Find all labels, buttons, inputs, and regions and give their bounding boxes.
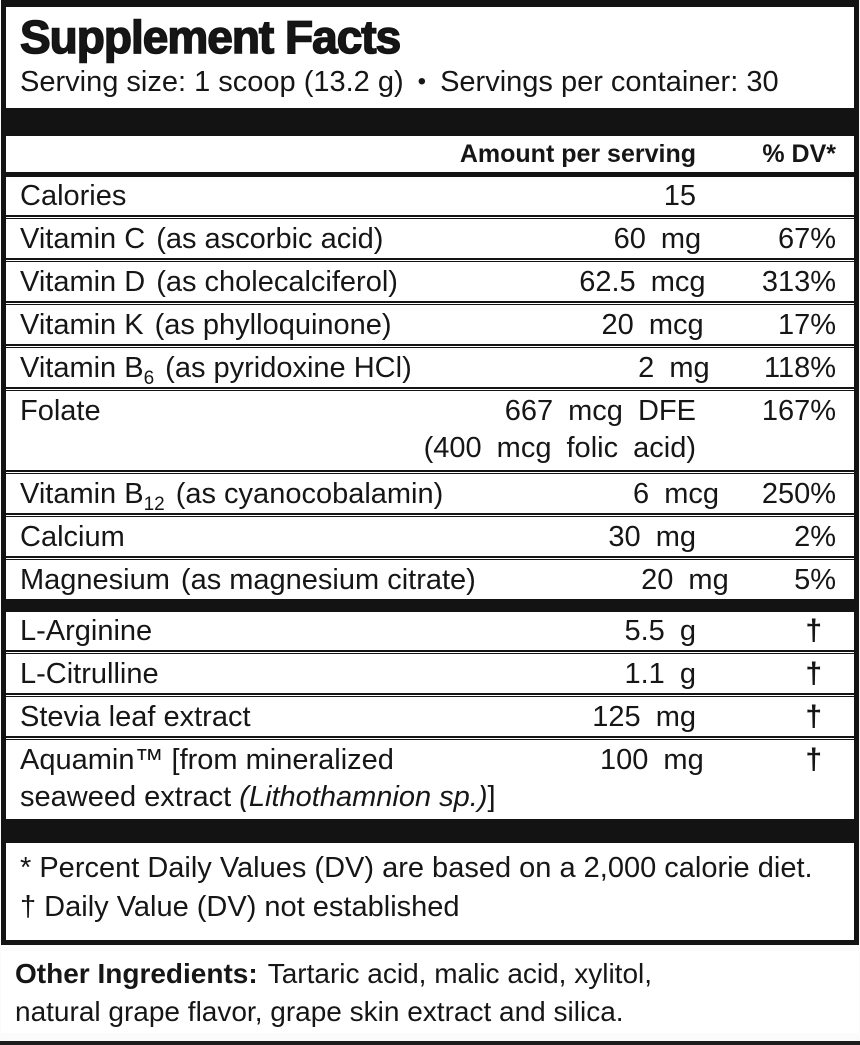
nutrient-name: L-Citrulline	[20, 658, 159, 690]
nutrient-row	[6, 475, 854, 513]
panel-title: Supplement Facts	[20, 11, 401, 63]
amount-cell: 60 mg	[613, 223, 702, 255]
nutrient-row	[6, 392, 854, 470]
amount-cell: 100 mg	[599, 744, 704, 776]
nutrient-row	[6, 306, 854, 344]
nutrient-name-cell	[20, 561, 476, 599]
nutrient-name: Vitamin B	[20, 352, 144, 384]
nutrient-row-line	[6, 612, 854, 650]
nutrient-name-cell	[20, 741, 394, 779]
nutrient-source: (as cholecalciferol)	[156, 266, 398, 298]
nutrient-row	[6, 220, 854, 258]
nutrient-name: Magnesium	[20, 564, 170, 596]
nutrient-name: Aquamin™ [from mineralized	[20, 744, 394, 776]
daily-value-cell: 2%	[794, 521, 836, 553]
nutrient-name-cell	[20, 349, 412, 387]
nutrient-source: (as pyridoxine HCl)	[165, 352, 412, 384]
nutrient-name-cell	[20, 655, 366, 693]
nutrient-row	[6, 741, 854, 819]
nutrient-name-cell	[20, 518, 366, 556]
nutrient-name: Vitamin B	[20, 478, 144, 510]
bottom-rule	[0, 1041, 860, 1045]
amount-cell: 2 mg	[638, 352, 710, 384]
nutrient-name-cell	[20, 612, 366, 650]
amount-second-line	[6, 430, 854, 470]
name-line2-text: seaweed extract	[20, 781, 240, 813]
nutrient-row	[6, 698, 854, 736]
amount-column-header: Amount per serving	[459, 140, 696, 168]
amount-cell: 5.5 g	[624, 615, 696, 647]
nutrient-name: Vitamin C	[20, 223, 146, 255]
nutrient-name: Calcium	[20, 521, 125, 553]
nutrient-rows	[6, 177, 854, 819]
daily-value-cell	[696, 177, 836, 215]
amount-cell: 667 mcg DFE	[504, 395, 696, 427]
amount-cell: 20 mg	[641, 564, 729, 596]
other-ingredients-line1: Tartaric acid, malic acid, xylitol,	[267, 958, 653, 989]
nutrient-name-cell	[20, 220, 383, 258]
spacer	[696, 430, 836, 470]
nutrient-row-line	[6, 177, 854, 215]
amount-cell: 62.5 mcg	[579, 266, 706, 298]
daily-value-cell: 67%	[777, 223, 836, 255]
daily-value-cell: †	[805, 657, 822, 690]
nutrient-row-line	[6, 475, 854, 513]
daily-value-cell: 250%	[761, 478, 836, 510]
daily-value-cell: 5%	[794, 564, 836, 596]
nutrient-source: (as ascorbic acid)	[156, 223, 384, 255]
nutrient-name-cell	[20, 392, 366, 430]
serving-info	[6, 63, 854, 108]
species-name-italic: (Lithothamnion sp.)	[239, 781, 488, 813]
amount-cell: 20 mcg	[601, 309, 704, 341]
nutrient-source: (as cyanocobalamin)	[175, 478, 444, 510]
section-divider-bar	[6, 599, 854, 612]
nutrient-row-line	[6, 561, 854, 599]
daily-value-cell: 313%	[761, 266, 836, 298]
nutrient-name-cell	[20, 698, 366, 736]
nutrient-row	[6, 612, 854, 650]
section-divider-bar-top	[6, 108, 854, 136]
nutrient-row	[6, 177, 854, 215]
nutrient-row-line	[6, 655, 854, 693]
nutrient-row-line	[6, 518, 854, 556]
nutrient-row-line	[6, 698, 854, 736]
nutrient-row-line	[6, 392, 854, 430]
nutrient-name: Stevia leaf extract	[20, 701, 251, 733]
amount-cell: 1.1 g	[624, 658, 696, 690]
nutrient-name: Vitamin K	[20, 309, 144, 341]
header-spacer	[20, 136, 366, 172]
nutrient-row-line	[6, 220, 854, 258]
nutrient-row-line	[6, 349, 854, 387]
daily-value-cell: 118%	[763, 352, 836, 384]
nutrient-name: Vitamin D	[20, 266, 146, 298]
nutrient-source: (as magnesium citrate)	[180, 564, 476, 596]
amount-cell-line2: (400 mcg folic acid)	[423, 432, 696, 464]
supplement-facts-panel	[1, 0, 859, 945]
nutrient-name-cell	[20, 475, 443, 513]
nutrient-name-cell	[20, 306, 392, 344]
nutrient-name: Folate	[20, 395, 101, 427]
amount-cell: 15	[663, 180, 696, 212]
daily-value-cell: 17%	[777, 309, 836, 341]
nutrient-row	[6, 263, 854, 301]
nutrient-name-subscript: 6	[143, 368, 155, 389]
nutrient-name-cell	[20, 263, 398, 301]
nutrient-name-subscript: 12	[143, 494, 165, 515]
nutrient-name-continued	[20, 779, 836, 819]
bullet-separator: •	[417, 68, 427, 95]
servings-per-container-text: Servings per container: 30	[440, 66, 779, 98]
nutrient-row	[6, 655, 854, 693]
nutrient-row	[6, 561, 854, 599]
dv-column-header: % DV*	[762, 140, 836, 168]
nutrient-row	[6, 518, 854, 556]
section-divider-bar-bottom	[6, 819, 854, 843]
nutrient-row	[6, 349, 854, 387]
nutrient-row-line	[6, 306, 854, 344]
other-ingredients-line2: natural grape flavor, grape skin extract and silica.	[15, 996, 624, 1027]
nutrient-row-line	[6, 263, 854, 301]
serving-size-text: Serving size: 1 scoop (13.2 g)	[20, 66, 404, 98]
other-ingredients-heading: Other Ingredients:	[15, 958, 258, 989]
daily-value-cell: †	[805, 700, 822, 733]
amount-cell: 125 mg	[592, 701, 696, 733]
daily-value-cell: †	[805, 743, 822, 776]
amount-cell: 6 mcg	[633, 478, 720, 510]
daily-value-cell: †	[805, 614, 822, 647]
daily-value-cell: 167%	[761, 395, 836, 427]
nutrient-source: (as phylloquinone)	[154, 309, 392, 341]
column-header-row	[6, 136, 854, 172]
footnote-percent-dv: * Percent Daily Values (DV) are based on a 2,000 calorie diet.	[20, 852, 813, 884]
nutrient-name-second-line	[6, 779, 854, 819]
nutrient-name: Calories	[20, 180, 127, 212]
nutrient-name: L-Arginine	[20, 615, 153, 647]
footnotes	[6, 843, 854, 940]
nutrient-row-line	[6, 741, 854, 779]
spacer	[20, 430, 366, 470]
nutrient-name-cell	[20, 177, 366, 215]
footnote-dagger: † Daily Value (DV) not established	[20, 891, 460, 923]
name-line2-bracket: ]	[487, 781, 496, 813]
amount-cell: 30 mg	[608, 521, 696, 553]
other-ingredients-section	[1, 951, 859, 1033]
